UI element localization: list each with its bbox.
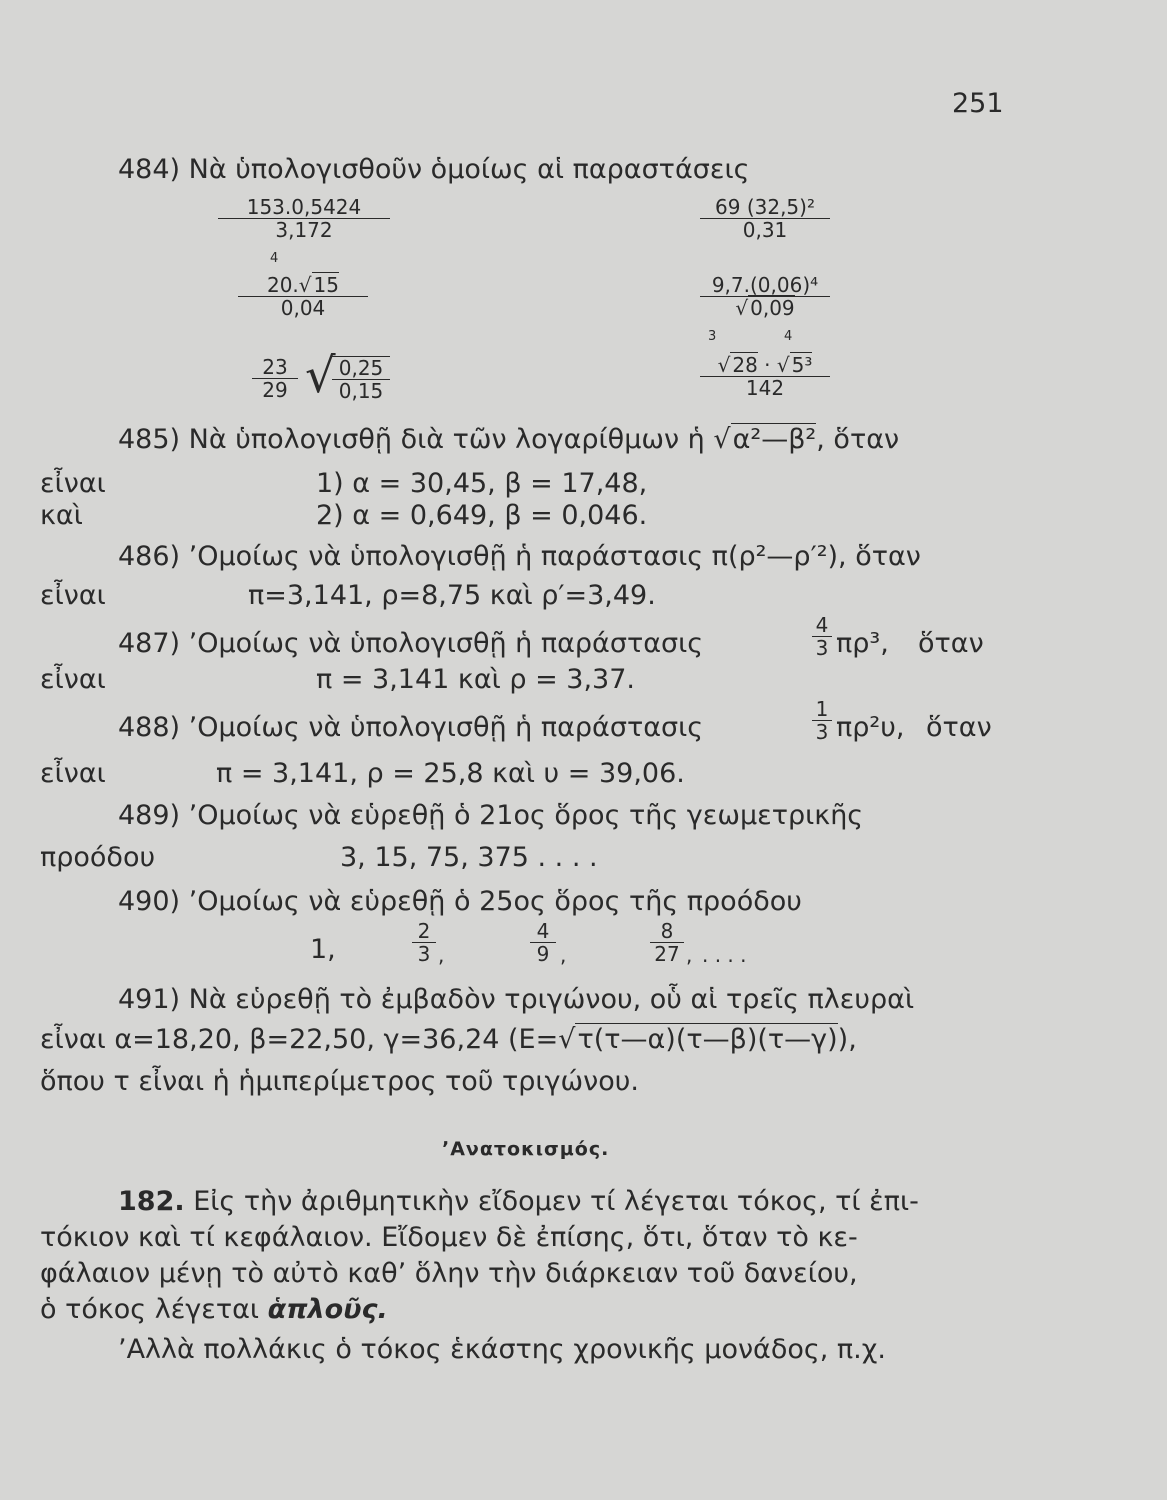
fraction-4-3 bbox=[812, 614, 832, 659]
exercise-487-expr: πρ³, bbox=[836, 628, 889, 659]
exercise-489-line-1: 489) ʼΟμοίως νὰ εὑρεθῇ ὁ 21ος ὅρος τῆς γεωμετρικῆς bbox=[118, 800, 864, 831]
radicand: α²—β² bbox=[732, 424, 817, 455]
radicand: 0,09 bbox=[750, 296, 795, 320]
expr-484-2 bbox=[700, 196, 830, 241]
para-182-line-4 bbox=[40, 1294, 388, 1326]
exercise-489-line-2: 3, 15, 75, 375 . . . . bbox=[340, 842, 598, 873]
heron-formula-end: ), bbox=[837, 1024, 857, 1055]
radicand: 28 bbox=[732, 353, 758, 377]
side-values: εἶναι α=18,20, β=22,50, γ=36,24 bbox=[40, 1024, 500, 1055]
fraction-den: 9 bbox=[536, 942, 550, 966]
expr-484-5-outer bbox=[252, 356, 298, 401]
sqrt-sign: √ bbox=[713, 424, 731, 455]
exercise-491-line-3: ὅπου τ εἶναι ἡ ἡμιπερίμετρος τοῦ τριγώνου. bbox=[40, 1066, 639, 1097]
expr-484-6 bbox=[700, 354, 830, 399]
fraction-den: 27 bbox=[654, 942, 680, 966]
expr-484-5-inner bbox=[332, 356, 390, 402]
expr-484-5-inner-num: 0,25 bbox=[338, 356, 384, 380]
fraction-num: 2 bbox=[417, 919, 431, 943]
expr-484-3 bbox=[238, 274, 368, 319]
para-number: 182. bbox=[118, 1186, 185, 1217]
fraction-num: 1 bbox=[815, 697, 829, 721]
ellipsis: . . . . bbox=[702, 943, 747, 967]
comma: , bbox=[438, 943, 445, 967]
radicand: 5³ bbox=[791, 353, 813, 377]
expr-484-4-num: 9,7.(0,06)⁴ bbox=[711, 273, 819, 297]
expr-484-2-num: 69 (32,5)² bbox=[715, 195, 815, 219]
expr-484-5-outer-den: 29 bbox=[262, 378, 288, 402]
exercise-485-heading bbox=[118, 424, 899, 456]
exercise-485-lead-1: εἶναι bbox=[40, 468, 106, 499]
expr-484-1-num: 153.0,5424 bbox=[246, 195, 362, 219]
expr-484-5-outer-num: 23 bbox=[262, 355, 288, 379]
exercise-486-line-1: 486) ʼΟμοίως νὰ ὑπολογισθῇ ἡ παράστασις π(ρ²—ρ′²), ὅταν bbox=[118, 541, 921, 572]
radicand: τ(τ—α)(τ—β)(τ—γ) bbox=[577, 1024, 838, 1055]
expr-484-6-index-2: 4 bbox=[784, 329, 793, 344]
exercise-488-expr: πρ²υ, bbox=[836, 712, 905, 743]
para-182-line-2: τόκιον καὶ τί κεφάλαιον. Εἴδομεν δὲ ἐπίσης, ὅτι, ὅταν τὸ κε- bbox=[40, 1222, 858, 1253]
fraction-den: 3 bbox=[815, 636, 829, 660]
multiply-dot: · bbox=[764, 353, 771, 377]
expr-484-6-index-1: 3 bbox=[708, 329, 717, 344]
fraction-1-3 bbox=[812, 698, 832, 743]
expr-484-6-num bbox=[700, 354, 830, 376]
comma: , bbox=[686, 943, 693, 967]
heron-formula-start: (E=√ bbox=[508, 1024, 576, 1055]
expr-484-4 bbox=[700, 274, 830, 319]
exercise-487-line-1: 487) ʼΟμοίως νὰ ὑπολογισθῇ ἡ παράστασις bbox=[118, 628, 704, 659]
exercise-486-lead: εἶναι bbox=[40, 580, 106, 611]
para-182-line-3: φάλαιον μένῃ τὸ αὐτὸ καθʼ ὅλην τὴν διάρκειαν τοῦ δανείου, bbox=[40, 1258, 858, 1289]
sqrt-sign: √ bbox=[776, 353, 790, 377]
fraction-num: 4 bbox=[536, 919, 550, 943]
expr-484-5-inner-den: 0,15 bbox=[338, 379, 384, 403]
exercise-486-line-2: π=3,141, ρ=8,75 καὶ ρ′=3,49. bbox=[248, 580, 656, 611]
expr-484-3-num bbox=[238, 274, 368, 296]
sequence-term-2 bbox=[412, 920, 436, 965]
exercise-485-text: 485) Νὰ ὑπολογισθῇ διὰ τῶν λογαρίθμων ἡ bbox=[118, 424, 705, 455]
fraction-num: 8 bbox=[660, 919, 674, 943]
fraction-num: 4 bbox=[815, 613, 829, 637]
sequence-term-4 bbox=[650, 920, 684, 965]
sqrt-sign: √ bbox=[305, 348, 336, 404]
exercise-488-lead: εἶναι bbox=[40, 758, 106, 789]
para-text: Εἰς τὴν ἀριθμητικὴν εἴδομεν τί λέγεται τόκος, τί ἐπι- bbox=[193, 1186, 919, 1217]
para-text: ὁ τόκος λέγεται bbox=[40, 1294, 260, 1325]
para-182-line-1 bbox=[118, 1186, 919, 1218]
sequence-term-3 bbox=[530, 920, 556, 965]
exercise-488-line-2: π = 3,141, ρ = 25,8 καὶ υ = 39,06. bbox=[216, 758, 685, 789]
exercise-484-heading: 484) Νὰ ὑπολογισθοῦν ὁμοίως αἱ παραστάσεις bbox=[118, 154, 750, 185]
expr-484-1 bbox=[218, 196, 390, 241]
exercise-488-tail: ὅταν bbox=[926, 712, 992, 743]
emphasized-term: ἁπλοῦς. bbox=[267, 1294, 388, 1325]
comma: , bbox=[560, 943, 567, 967]
exercise-485-tail: , ὅταν bbox=[816, 424, 900, 455]
exercise-485-lead-2: καὶ bbox=[40, 500, 83, 531]
expr-484-1-den: 3,172 bbox=[275, 218, 333, 242]
para-182-line-5: ʼΑλλὰ πολλάκις ὁ τόκος ἑκάστης χρονικῆς μονάδος, π.χ. bbox=[118, 1334, 886, 1365]
sqrt-sign: √ bbox=[717, 353, 731, 377]
expr-484-4-den bbox=[700, 297, 830, 319]
expr-484-3-root-index: 4 bbox=[270, 251, 279, 266]
expr-484-2-den: 0,31 bbox=[742, 218, 788, 242]
sqrt-sign: √ bbox=[735, 296, 749, 320]
radicand: 15 bbox=[313, 273, 339, 297]
section-title: ʼΑνατοκισμός. bbox=[442, 1138, 610, 1160]
exercise-487-tail: ὅταν bbox=[918, 628, 984, 659]
sqrt-sign: 20.√ bbox=[266, 273, 312, 297]
expr-484-3-den: 0,04 bbox=[280, 296, 326, 320]
exercise-490-line-1: 490) ʼΟμοίως νὰ εὑρεθῇ ὁ 25ος ὅρος τῆς προόδου bbox=[118, 886, 802, 917]
exercise-487-lead: εἶναι bbox=[40, 664, 106, 695]
page-number: 251 bbox=[952, 88, 1004, 119]
exercise-489-lead: προόδου bbox=[40, 842, 156, 873]
exercise-491-line-2 bbox=[40, 1024, 857, 1056]
exercise-491-line-1: 491) Νὰ εὑρεθῇ τὸ ἐμβαδὸν τριγώνου, οὗ αἱ τρεῖς πλευραὶ bbox=[118, 984, 915, 1015]
fraction-den: 3 bbox=[815, 720, 829, 744]
exercise-487-line-2: π = 3,141 καὶ ρ = 3,37. bbox=[316, 664, 635, 695]
fraction-den: 3 bbox=[417, 942, 431, 966]
exercise-488-line-1: 488) ʼΟμοίως νὰ ὑπολογισθῇ ἡ παράστασις bbox=[118, 712, 704, 743]
exercise-485-case-1: 1) α = 30,45, β = 17,48, bbox=[316, 468, 648, 499]
sequence-term-1: 1, bbox=[310, 934, 336, 965]
expr-484-6-den: 142 bbox=[745, 376, 785, 400]
exercise-485-case-2: 2) α = 0,649, β = 0,046. bbox=[316, 500, 648, 531]
